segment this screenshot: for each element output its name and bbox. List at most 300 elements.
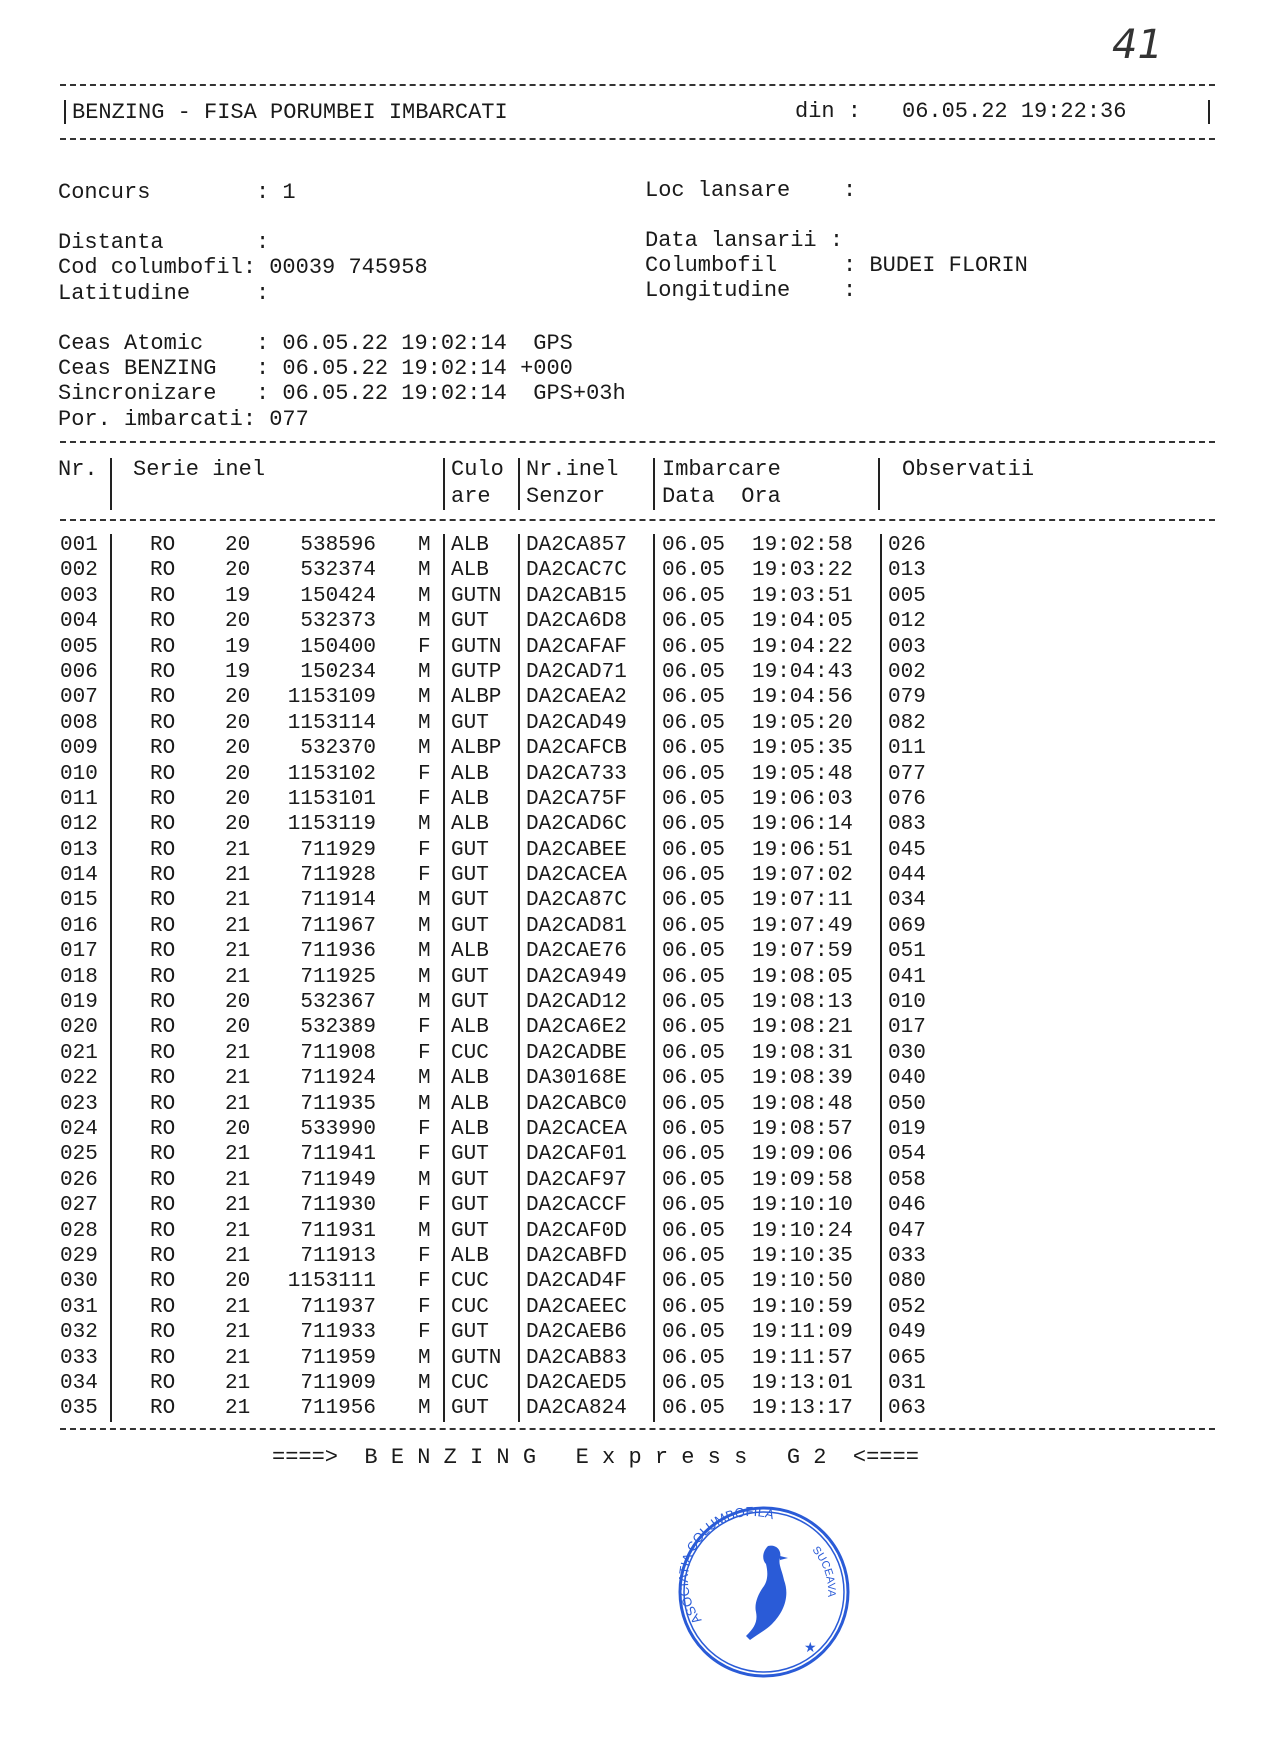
cell-data: 06.05 [662, 914, 726, 938]
cell-senzor: DA2CA857 [526, 534, 627, 557]
cell-nr: 016 [60, 914, 98, 938]
cell-obs: 076 [888, 787, 926, 811]
cell-nr: 012 [60, 813, 98, 837]
cell-sex: M [418, 1168, 431, 1192]
cell-ora: 19:03:51 [752, 584, 853, 608]
cell-ora: 19:04:43 [752, 660, 853, 684]
cell-an: 20 [225, 559, 251, 583]
cell-data: 06.05 [662, 1244, 726, 1268]
cell-data: 06.05 [662, 737, 726, 761]
hdr-sep-1 [110, 458, 112, 510]
cell-obs: 017 [888, 1016, 926, 1040]
cell-ora: 19:04:56 [752, 686, 853, 710]
header-datetime: 06.05.22 19:22:36 [902, 99, 1127, 124]
cell-cul: GUT [451, 1194, 489, 1218]
cell-tara: RO [150, 737, 176, 761]
cell-nr: 031 [60, 1295, 98, 1319]
cell-senzor: DA2CAF0D [526, 1219, 627, 1243]
info-ceas-benzing: Ceas BENZING : 06.05.22 19:02:14 +000 [58, 356, 573, 381]
header-din-label: din : [795, 99, 862, 124]
cell-obs: 080 [888, 1270, 926, 1294]
cell-sex: F [418, 1117, 431, 1141]
cell-obs: 069 [888, 914, 926, 938]
cell-tara: RO [150, 711, 176, 735]
info-distanta: Distanta : [58, 230, 270, 255]
table-row [0, 787, 1276, 812]
cell-cul: ALB [451, 813, 489, 837]
cell-data: 06.05 [662, 1194, 726, 1218]
cell-ora: 19:10:59 [752, 1295, 853, 1319]
cell-cul: GUT [451, 1143, 489, 1167]
cell-sex: F [418, 1295, 431, 1319]
table-row [0, 888, 1276, 913]
table-row [0, 1320, 1276, 1345]
table-row [0, 584, 1276, 609]
cell-inel: 532373 [300, 610, 376, 634]
cell-sex: F [418, 1194, 431, 1218]
cell-ora: 19:03:22 [752, 559, 853, 583]
cell-inel: 711936 [300, 940, 376, 964]
cell-an: 19 [225, 635, 251, 659]
table-row [0, 1117, 1276, 1142]
table-row [0, 1396, 1276, 1421]
cell-nr: 027 [60, 1194, 98, 1218]
cell-senzor: DA2CAE76 [526, 940, 627, 964]
info-data-lansarii: Data lansarii : [645, 228, 844, 253]
cell-senzor: DA2CAEB6 [526, 1321, 627, 1345]
header-bottom-rule [60, 138, 1215, 140]
cell-an: 21 [225, 1371, 251, 1395]
cell-cul: ALBP [451, 737, 502, 761]
table-top-rule [60, 441, 1215, 443]
cell-obs: 046 [888, 1194, 926, 1218]
table-row [0, 1168, 1276, 1193]
cell-cul: GUT [451, 991, 489, 1015]
cell-tara: RO [150, 660, 176, 684]
cell-data: 06.05 [662, 635, 726, 659]
cell-inel: 532374 [300, 559, 376, 583]
cell-sex: M [418, 1397, 431, 1421]
cell-inel: 533990 [300, 1117, 376, 1141]
cell-obs: 005 [888, 584, 926, 608]
table-row [0, 1371, 1276, 1396]
cell-senzor: DA2CAEEC [526, 1295, 627, 1319]
cell-sex: M [418, 991, 431, 1015]
cell-senzor: DA2CACCF [526, 1194, 627, 1218]
cell-cul: ALB [451, 1092, 489, 1116]
cell-nr: 008 [60, 711, 98, 735]
cell-sex: M [418, 686, 431, 710]
cell-senzor: DA2CAC7C [526, 559, 627, 583]
cell-tara: RO [150, 965, 176, 989]
cell-inel: 711908 [300, 1041, 376, 1065]
table-row [0, 1193, 1276, 1218]
cell-inel: 711959 [300, 1346, 376, 1370]
cell-data: 06.05 [662, 1016, 726, 1040]
cell-cul: GUT [451, 1168, 489, 1192]
table-row [0, 990, 1276, 1015]
info-longitudine: Longitudine : [645, 278, 857, 303]
cell-cul: GUT [451, 610, 489, 634]
cell-cul: GUTP [451, 660, 502, 684]
cell-senzor: DA2CAF97 [526, 1168, 627, 1192]
cell-nr: 002 [60, 559, 98, 583]
cell-inel: 711933 [300, 1321, 376, 1345]
cell-nr: 003 [60, 584, 98, 608]
cell-cul: GUT [451, 1219, 489, 1243]
cell-senzor: DA2CA949 [526, 965, 627, 989]
cell-an: 21 [225, 1244, 251, 1268]
cell-sex: F [418, 1143, 431, 1167]
cell-data: 06.05 [662, 1219, 726, 1243]
cell-tara: RO [150, 1168, 176, 1192]
cell-sex: M [418, 534, 431, 557]
cell-senzor: DA2CA824 [526, 1397, 627, 1421]
cell-an: 20 [225, 686, 251, 710]
cell-tara: RO [150, 1067, 176, 1091]
cell-cul: CUC [451, 1295, 489, 1319]
cell-sex: M [418, 1219, 431, 1243]
cell-nr: 009 [60, 737, 98, 761]
cell-cul: ALB [451, 534, 489, 557]
table-row [0, 1041, 1276, 1066]
table-row [0, 609, 1276, 634]
cell-an: 21 [225, 965, 251, 989]
cell-cul: ALB [451, 1067, 489, 1091]
cell-inel: 711937 [300, 1295, 376, 1319]
cell-ora: 19:08:31 [752, 1041, 853, 1065]
cell-tara: RO [150, 1219, 176, 1243]
cell-sex: F [418, 864, 431, 888]
cell-nr: 035 [60, 1397, 98, 1421]
table-row [0, 1269, 1276, 1294]
cell-an: 19 [225, 660, 251, 684]
cell-data: 06.05 [662, 584, 726, 608]
cell-tara: RO [150, 1371, 176, 1395]
cell-cul: GUTN [451, 584, 502, 608]
table-row [0, 558, 1276, 583]
cell-obs: 030 [888, 1041, 926, 1065]
cell-ora: 19:07:02 [752, 864, 853, 888]
stamp-star-icon: ★ [804, 1640, 817, 1656]
cell-ora: 19:02:58 [752, 534, 853, 557]
cell-cul: CUC [451, 1270, 489, 1294]
table-bottom-rule [60, 1428, 1215, 1430]
cell-obs: 012 [888, 610, 926, 634]
cell-data: 06.05 [662, 711, 726, 735]
document-title: BENZING - FISA PORUMBEI IMBARCATI [72, 100, 508, 125]
cell-inel: 711914 [300, 889, 376, 913]
cell-tara: RO [150, 1117, 176, 1141]
table-row [0, 1066, 1276, 1091]
pigeon-icon [746, 1546, 788, 1640]
cell-senzor: DA2CABFD [526, 1244, 627, 1268]
cell-cul: GUT [451, 914, 489, 938]
cell-sex: M [418, 1067, 431, 1091]
cell-data: 06.05 [662, 660, 726, 684]
association-stamp [672, 1500, 856, 1684]
cell-data: 06.05 [662, 1143, 726, 1167]
cell-sex: M [418, 584, 431, 608]
cell-senzor: DA2CAB15 [526, 584, 627, 608]
cell-an: 21 [225, 1219, 251, 1243]
cell-cul: GUT [451, 864, 489, 888]
cell-inel: 711925 [300, 965, 376, 989]
cell-senzor: DA2CA6D8 [526, 610, 627, 634]
cell-cul: GUT [451, 711, 489, 735]
cell-obs: 026 [888, 534, 926, 557]
cell-inel: 532389 [300, 1016, 376, 1040]
cell-sex: F [418, 1016, 431, 1040]
cell-tara: RO [150, 1143, 176, 1167]
col-culoare-1: Culo [451, 457, 504, 482]
cell-cul: CUC [451, 1041, 489, 1065]
cell-ora: 19:05:48 [752, 762, 853, 786]
cell-inel: 711967 [300, 914, 376, 938]
page-number: 41 [1112, 22, 1163, 68]
info-latitudine: Latitudine : [58, 281, 270, 306]
table-row [0, 812, 1276, 837]
footer-brand: ====> B E N Z I N G E x p r e s s G 2 <==== [272, 1445, 919, 1470]
cell-tara: RO [150, 813, 176, 837]
cell-an: 20 [225, 1117, 251, 1141]
cell-inel: 711949 [300, 1168, 376, 1192]
cell-sex: M [418, 610, 431, 634]
cell-data: 06.05 [662, 1092, 726, 1116]
cell-an: 21 [225, 1397, 251, 1421]
cell-obs: 077 [888, 762, 926, 786]
cell-sex: F [418, 838, 431, 862]
cell-an: 21 [225, 1092, 251, 1116]
table-row [0, 736, 1276, 761]
cell-nr: 023 [60, 1092, 98, 1116]
cell-an: 21 [225, 838, 251, 862]
table-row [0, 1219, 1276, 1244]
cell-ora: 19:05:20 [752, 711, 853, 735]
cell-tara: RO [150, 1397, 176, 1421]
cell-senzor: DA2CAFCB [526, 737, 627, 761]
cell-cul: GUTN [451, 1346, 502, 1370]
cell-obs: 082 [888, 711, 926, 735]
table-row [0, 711, 1276, 736]
cell-tara: RO [150, 787, 176, 811]
cell-an: 20 [225, 991, 251, 1015]
header-left-bar [64, 100, 66, 124]
cell-inel: 1153109 [287, 686, 376, 710]
cell-ora: 19:10:24 [752, 1219, 853, 1243]
table-row [0, 1346, 1276, 1371]
cell-tara: RO [150, 1270, 176, 1294]
cell-senzor: DA2CACEA [526, 1117, 627, 1141]
cell-ora: 19:10:35 [752, 1244, 853, 1268]
table-row [0, 1244, 1276, 1269]
col-nr-inel-2: Senzor [526, 484, 606, 509]
cell-an: 21 [225, 1168, 251, 1192]
cell-ora: 19:08:05 [752, 965, 853, 989]
cell-obs: 011 [888, 737, 926, 761]
cell-nr: 007 [60, 686, 98, 710]
cell-ora: 19:05:35 [752, 737, 853, 761]
cell-tara: RO [150, 635, 176, 659]
cell-inel: 711928 [300, 864, 376, 888]
cell-obs: 083 [888, 813, 926, 837]
col-observatii: Observatii [902, 457, 1035, 482]
cell-nr: 029 [60, 1244, 98, 1268]
cell-inel: 711931 [300, 1219, 376, 1243]
cell-data: 06.05 [662, 534, 726, 557]
cell-tara: RO [150, 1321, 176, 1345]
cell-tara: RO [150, 762, 176, 786]
cell-tara: RO [150, 559, 176, 583]
cell-ora: 19:06:03 [752, 787, 853, 811]
cell-data: 06.05 [662, 889, 726, 913]
cell-obs: 063 [888, 1397, 926, 1421]
cell-obs: 054 [888, 1143, 926, 1167]
cell-tara: RO [150, 1092, 176, 1116]
cell-obs: 019 [888, 1117, 926, 1141]
cell-obs: 049 [888, 1321, 926, 1345]
cell-cul: ALB [451, 559, 489, 583]
col-serie-inel: Serie inel [133, 457, 266, 482]
cell-ora: 19:10:50 [752, 1270, 853, 1294]
cell-data: 06.05 [662, 1371, 726, 1395]
cell-senzor: DA2CAED5 [526, 1371, 627, 1395]
cell-nr: 006 [60, 660, 98, 684]
cell-senzor: DA30168E [526, 1067, 627, 1091]
cell-ora: 19:06:14 [752, 813, 853, 837]
cell-nr: 014 [60, 864, 98, 888]
cell-inel: 150234 [300, 660, 376, 684]
cell-nr: 018 [60, 965, 98, 989]
cell-nr: 013 [60, 838, 98, 862]
cell-ora: 19:10:10 [752, 1194, 853, 1218]
cell-senzor: DA2CAD81 [526, 914, 627, 938]
cell-data: 06.05 [662, 864, 726, 888]
table-row [0, 1015, 1276, 1040]
cell-obs: 065 [888, 1346, 926, 1370]
info-loc-lansare: Loc lansare : [645, 178, 857, 203]
cell-nr: 026 [60, 1168, 98, 1192]
cell-inel: 538596 [300, 534, 376, 557]
cell-inel: 711935 [300, 1092, 376, 1116]
cell-cul: GUTN [451, 635, 502, 659]
cell-data: 06.05 [662, 1041, 726, 1065]
cell-nr: 011 [60, 787, 98, 811]
cell-inel: 711930 [300, 1194, 376, 1218]
cell-ora: 19:07:59 [752, 940, 853, 964]
cell-an: 20 [225, 534, 251, 557]
cell-an: 21 [225, 864, 251, 888]
cell-obs: 044 [888, 864, 926, 888]
cell-nr: 021 [60, 1041, 98, 1065]
cell-ora: 19:13:01 [752, 1371, 853, 1395]
header-top-rule [60, 84, 1215, 86]
cell-nr: 004 [60, 610, 98, 634]
cell-tara: RO [150, 686, 176, 710]
cell-obs: 047 [888, 1219, 926, 1243]
stamp-text-top: ASOCIATIA COLUMBOFILA [675, 1503, 776, 1628]
cell-inel: 150400 [300, 635, 376, 659]
cell-obs: 033 [888, 1244, 926, 1268]
pigeon-table-body [0, 533, 1276, 1422]
cell-an: 21 [225, 1067, 251, 1091]
cell-senzor: DA2CACEA [526, 864, 627, 888]
cell-obs: 079 [888, 686, 926, 710]
cell-cul: ALB [451, 940, 489, 964]
cell-sex: F [418, 762, 431, 786]
cell-nr: 010 [60, 762, 98, 786]
cell-tara: RO [150, 1346, 176, 1370]
cell-data: 06.05 [662, 1321, 726, 1345]
cell-data: 06.05 [662, 965, 726, 989]
cell-cul: GUT [451, 965, 489, 989]
cell-inel: 1153114 [287, 711, 376, 735]
hdr-sep-3 [518, 458, 520, 510]
cell-ora: 19:08:21 [752, 1016, 853, 1040]
cell-senzor: DA2CAEA2 [526, 686, 627, 710]
cell-inel: 1153102 [287, 762, 376, 786]
cell-an: 20 [225, 737, 251, 761]
cell-senzor: DA2CA6E2 [526, 1016, 627, 1040]
cell-sex: F [418, 1041, 431, 1065]
cell-ora: 19:04:22 [752, 635, 853, 659]
cell-data: 06.05 [662, 1295, 726, 1319]
cell-ora: 19:11:09 [752, 1321, 853, 1345]
cell-data: 06.05 [662, 991, 726, 1015]
table-row [0, 1142, 1276, 1167]
cell-sex: F [418, 1321, 431, 1345]
cell-inel: 532370 [300, 737, 376, 761]
cell-an: 20 [225, 762, 251, 786]
cell-ora: 19:11:57 [752, 1346, 853, 1370]
cell-nr: 025 [60, 1143, 98, 1167]
cell-nr: 032 [60, 1321, 98, 1345]
cell-data: 06.05 [662, 610, 726, 634]
cell-data: 06.05 [662, 813, 726, 837]
cell-senzor: DA2CAD12 [526, 991, 627, 1015]
cell-sex: M [418, 1092, 431, 1116]
cell-obs: 040 [888, 1067, 926, 1091]
col-nr: Nr. [58, 457, 98, 482]
cell-sex: M [418, 711, 431, 735]
cell-obs: 034 [888, 889, 926, 913]
cell-tara: RO [150, 1295, 176, 1319]
cell-obs: 058 [888, 1168, 926, 1192]
cell-an: 20 [225, 610, 251, 634]
cell-cul: GUT [451, 1321, 489, 1345]
cell-ora: 19:08:39 [752, 1067, 853, 1091]
cell-ora: 19:09:06 [752, 1143, 853, 1167]
table-row [0, 635, 1276, 660]
cell-tara: RO [150, 889, 176, 913]
cell-nr: 020 [60, 1016, 98, 1040]
cell-senzor: DA2CA87C [526, 889, 627, 913]
cell-senzor: DA2CABC0 [526, 1092, 627, 1116]
cell-nr: 005 [60, 635, 98, 659]
cell-senzor: DA2CA75F [526, 787, 627, 811]
cell-tara: RO [150, 1016, 176, 1040]
cell-data: 06.05 [662, 838, 726, 862]
cell-tara: RO [150, 1041, 176, 1065]
cell-nr: 028 [60, 1219, 98, 1243]
cell-ora: 19:07:49 [752, 914, 853, 938]
info-concurs: Concurs : 1 [58, 180, 296, 205]
cell-inel: 150424 [300, 584, 376, 608]
cell-cul: ALB [451, 762, 489, 786]
table-row [0, 1295, 1276, 1320]
table-row [0, 1092, 1276, 1117]
cell-senzor: DA2CAD49 [526, 711, 627, 735]
